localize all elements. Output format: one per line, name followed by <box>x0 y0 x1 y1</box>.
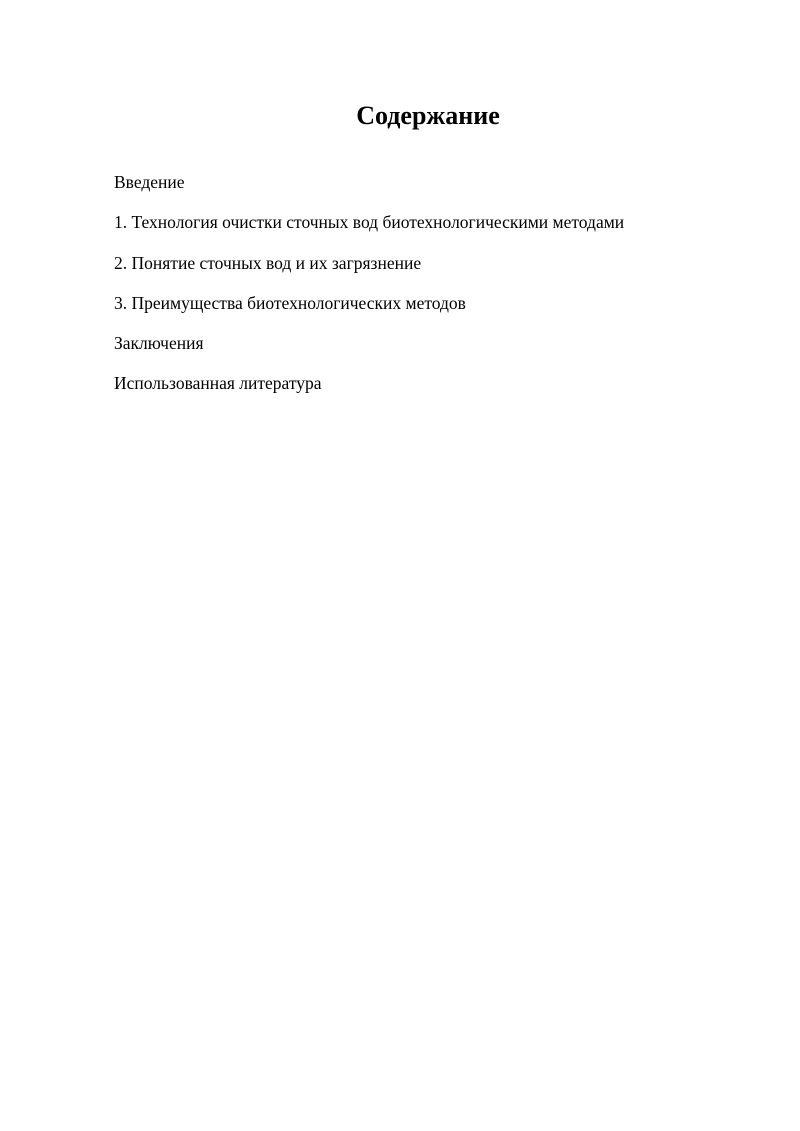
toc-item-section-1: 1. Технология очистки сточных вод биотехнологическими методами <box>114 212 625 233</box>
toc-item-introduction: Введение <box>114 172 185 192</box>
toc-item-references: Использованная литература <box>114 373 322 394</box>
toc-item-conclusion: Заключения <box>114 333 204 354</box>
page-title: Содержание <box>356 101 500 130</box>
table-of-contents <box>114 170 624 412</box>
toc-item-section-3: 3. Преимущества биотехнологических методов <box>114 292 466 313</box>
toc-item-section-2: 2. Понятие сточных вод и их загрязнение <box>114 252 422 273</box>
